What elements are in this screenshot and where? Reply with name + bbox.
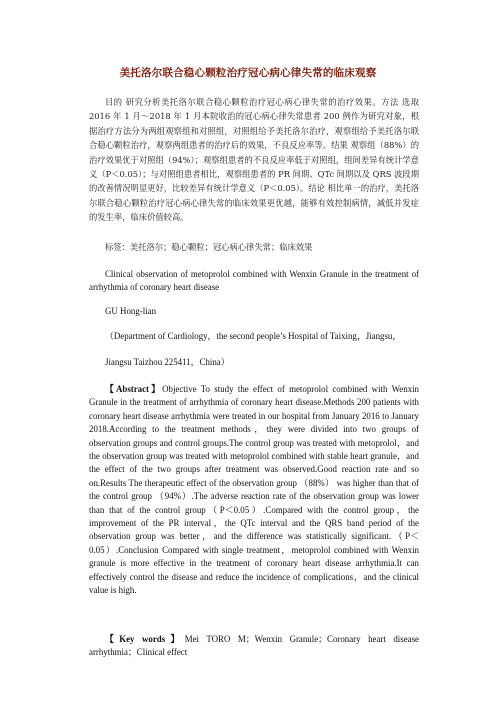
keywords-body: Mei TORO M；Wenxin Granule；Coronary heart disease arrhythmia；Clinical effect bbox=[89, 634, 419, 658]
affiliation-line-1: （Department of Cardiology，the second people’s Hospital of Taixing，Jiangsu， bbox=[105, 331, 402, 341]
abstract-body: Objective To study the effect of metoprolol combined with Wenxin Granule in the treatment of arrhythmia of coronary heart disease.Methods 200 patients with coronary heart disease arrhythmia were treated in our hospital from January 2016 to January 2018.According to the treatment methods，they were divided into two groups of observation groups and control groups.The control group was treated with metoprolol，and the observation group was treated with metoprolol combined with stable heart granule，and the effect of the two groups after treatment was observed.Good reaction rate and so on.Results The therapeutic effect of the observation group （88%） was higher than that of the control group （94%）.The adverse reaction rate of the observation group was lower than that of the control group（P＜0.05）.Compared with the control group，the improvement of the PR interval，the QTc interval and the QRS band period of the observation group was better，and the difference was statistically significant.（P＜0.05）.Conclusion Compared with single treatment，metoprolol combined with Wenxin granule is more effective in the treatment of coronary heart disease arrhythmia.It can effectively control the disease and reduce the incidence of complications，and the clinical value is high. bbox=[89, 384, 419, 596]
chinese-keywords: 标签：美托洛尔；稳心颗粒；冠心病心律失常；临床效果 bbox=[105, 242, 313, 252]
chinese-abstract: 目的 研究分析美托洛尔联合稳心颗粒治疗冠心病心律失常的治疗效果。方法 选取 2016 年 1 月～2018 年 1 月本院收治的冠心病心律失常患者 200 例作为研究对象，根据治疗方法分为两组观察组和对照组，对照组给予美托洛尔治疗，观察组给予美托洛尔联合稳心颗粒治疗，观察两组患者的治疗后的效果，不良反应率等。结果 观察组（88%）的治疗效果优于对照组（94%）；观察组患者的不良反应率低于对照组，组间差异有统计学意义（P＜0.05）；与对照组患者相比，观察组患者的 PR 间期、QTc 间期以及 QRS 波段期的改善情况明显更好，比较差异有统计学意义（P＜0.05）。结论 相比单一的治疗，美托洛尔联合稳心颗粒治疗冠心病心律失常的临床效果更优越，能够有效控制病情，减低并发症的发生率，临床价值较高。 bbox=[89, 97, 419, 223]
english-keywords bbox=[89, 633, 419, 660]
english-abstract bbox=[89, 383, 419, 598]
paper-title: 美托洛尔联合稳心颗粒治疗冠心病心律失常的临床观察 bbox=[119, 67, 377, 79]
affiliation-line-2: Jiangsu Taizhou 225411，China） bbox=[105, 357, 230, 367]
abstract-label: 【Abstract】 bbox=[105, 384, 163, 394]
keywords-label: 【Key words】 bbox=[105, 634, 185, 644]
author-name: GU Hong-lian bbox=[105, 306, 157, 316]
english-title: Clinical observation of metoprolol combined with Wenxin Granule in the treatment of arrhythmia of coronary heart disease bbox=[89, 269, 419, 293]
